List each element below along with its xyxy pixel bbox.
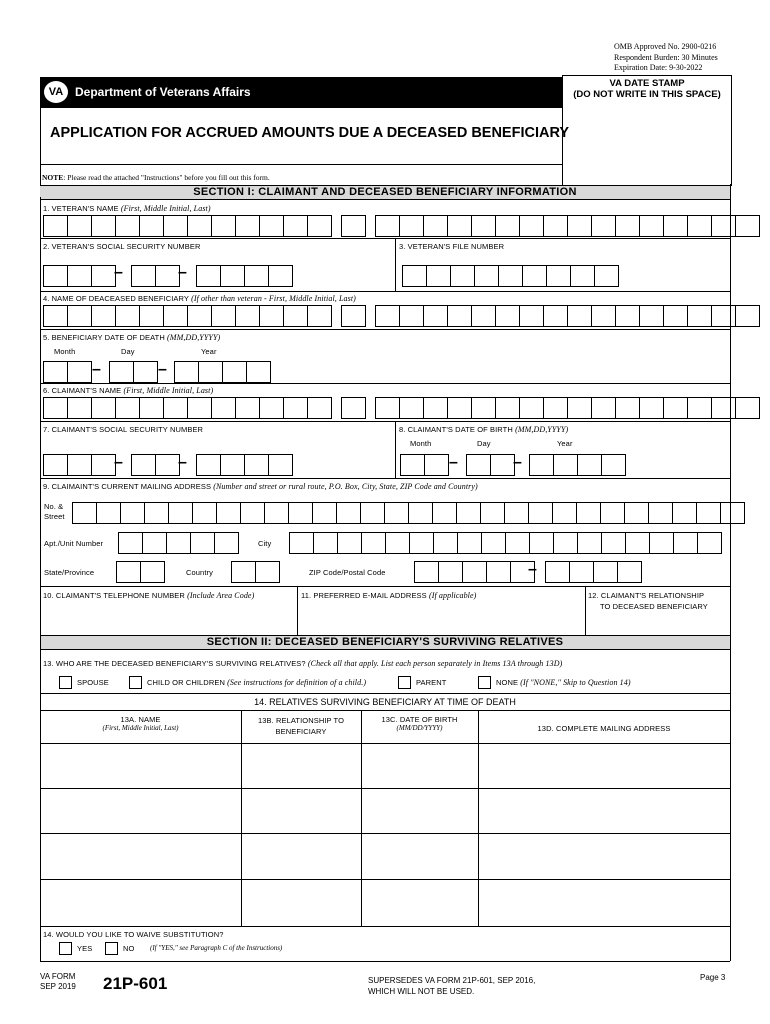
char-cell[interactable] bbox=[384, 502, 409, 524]
char-cell[interactable] bbox=[246, 361, 271, 383]
claimant-ssn-cells-2[interactable] bbox=[131, 454, 179, 476]
death-day-cells[interactable] bbox=[109, 361, 157, 383]
char-cell[interactable] bbox=[399, 305, 424, 327]
char-cell[interactable] bbox=[617, 561, 642, 583]
char-cell[interactable] bbox=[486, 561, 511, 583]
veteran-ssn-cells-2[interactable] bbox=[131, 265, 179, 287]
veteran-file-number-cells[interactable] bbox=[402, 265, 618, 287]
char-cell[interactable] bbox=[639, 215, 664, 237]
char-cell[interactable] bbox=[67, 361, 92, 383]
char-cell[interactable] bbox=[498, 265, 523, 287]
char-cell[interactable] bbox=[187, 305, 212, 327]
char-cell[interactable] bbox=[601, 532, 626, 554]
char-cell[interactable] bbox=[307, 397, 332, 419]
char-cell[interactable] bbox=[495, 397, 520, 419]
yes-label: YES bbox=[77, 944, 93, 953]
char-cell[interactable] bbox=[624, 502, 649, 524]
stamp-subtitle: (DO NOT WRITE IN THIS SPACE) bbox=[573, 89, 721, 100]
char-cell[interactable] bbox=[543, 397, 568, 419]
omb-block bbox=[614, 42, 718, 74]
char-cell[interactable] bbox=[673, 532, 698, 554]
char-cell[interactable] bbox=[399, 215, 424, 237]
char-cell[interactable] bbox=[545, 561, 570, 583]
char-cell[interactable] bbox=[519, 305, 544, 327]
char-cell[interactable] bbox=[166, 532, 191, 554]
char-cell[interactable] bbox=[67, 305, 92, 327]
char-cell[interactable] bbox=[283, 397, 308, 419]
char-cell[interactable] bbox=[663, 397, 688, 419]
char-cell[interactable] bbox=[720, 502, 745, 524]
char-cell[interactable] bbox=[139, 305, 164, 327]
char-cell[interactable] bbox=[240, 502, 265, 524]
char-cell[interactable] bbox=[336, 502, 361, 524]
char-cell[interactable] bbox=[244, 265, 269, 287]
char-cell[interactable] bbox=[115, 305, 140, 327]
char-cell[interactable] bbox=[423, 305, 448, 327]
char-cell[interactable] bbox=[187, 397, 212, 419]
va-logo: VA bbox=[44, 81, 68, 103]
char-cell[interactable] bbox=[211, 397, 236, 419]
relatives-table-title: 14. RELATIVES SURVIVING BENEFICIARY AT TIME OF DEATH bbox=[254, 697, 516, 707]
char-cell[interactable] bbox=[519, 215, 544, 237]
parent-label: PARENT bbox=[416, 678, 447, 687]
char-cell[interactable] bbox=[553, 454, 578, 476]
claimant-ssn-cells-1[interactable] bbox=[43, 454, 115, 476]
footer-page: Page 3 bbox=[700, 973, 726, 982]
char-cell[interactable] bbox=[543, 215, 568, 237]
char-cell[interactable] bbox=[504, 502, 529, 524]
char-cell[interactable] bbox=[307, 215, 332, 237]
char-cell[interactable] bbox=[174, 361, 199, 383]
char-cell[interactable] bbox=[91, 397, 116, 419]
char-cell[interactable] bbox=[313, 532, 338, 554]
city-cells[interactable] bbox=[289, 532, 721, 554]
char-cell[interactable] bbox=[43, 215, 68, 237]
char-cell[interactable] bbox=[663, 305, 688, 327]
f5-month: Month bbox=[54, 347, 76, 356]
zip-cells-1[interactable] bbox=[414, 561, 534, 583]
section-1-title: SECTION I: CLAIMANT AND DECEASED BENEFICIARY INFORMATION bbox=[40, 185, 730, 200]
f8-month: Month bbox=[410, 439, 432, 448]
char-cell[interactable] bbox=[438, 561, 463, 583]
char-cell[interactable] bbox=[288, 502, 313, 524]
f8-year: Year bbox=[557, 439, 573, 448]
char-cell[interactable] bbox=[495, 215, 520, 237]
char-cell[interactable] bbox=[139, 397, 164, 419]
char-cell[interactable] bbox=[639, 305, 664, 327]
field-1-label: 1. VETERAN'S NAME (First, Middle Initial, Last) bbox=[43, 204, 211, 213]
char-cell[interactable] bbox=[133, 361, 158, 383]
char-cell[interactable] bbox=[216, 502, 241, 524]
char-cell[interactable] bbox=[131, 265, 156, 287]
char-cell[interactable] bbox=[414, 561, 439, 583]
char-cell[interactable] bbox=[140, 561, 165, 583]
char-cell[interactable] bbox=[307, 305, 332, 327]
char-cell[interactable] bbox=[109, 361, 134, 383]
char-cell[interactable] bbox=[163, 397, 188, 419]
char-cell[interactable] bbox=[625, 532, 650, 554]
char-cell[interactable] bbox=[402, 265, 427, 287]
parent-checkbox[interactable] bbox=[398, 676, 411, 689]
claimant-name-cells[interactable] bbox=[43, 397, 759, 419]
footer-supersedes: SUPERSEDES VA FORM 21P-601, SEP 2016, WHICH WILL NOT BE USED. bbox=[368, 976, 536, 996]
street-cells[interactable] bbox=[72, 502, 744, 524]
char-cell[interactable] bbox=[255, 561, 280, 583]
char-cell[interactable] bbox=[471, 397, 496, 419]
yes-checkbox[interactable] bbox=[59, 942, 72, 955]
col-a-header: 13A. NAME (First, Middle Initial, Last) bbox=[102, 715, 179, 732]
char-cell[interactable] bbox=[190, 532, 215, 554]
char-cell[interactable] bbox=[553, 532, 578, 554]
va-date-stamp-box bbox=[562, 75, 732, 186]
char-cell[interactable] bbox=[447, 397, 472, 419]
stamp-title: VA DATE STAMP bbox=[609, 78, 685, 89]
char-cell[interactable] bbox=[577, 454, 602, 476]
q14-hint: (If "YES," see Paragraph C of the Instructions) bbox=[150, 944, 283, 952]
char-cell[interactable] bbox=[220, 454, 245, 476]
char-cell[interactable] bbox=[593, 561, 618, 583]
f5-day: Day bbox=[121, 347, 135, 356]
char-cell[interactable] bbox=[400, 454, 425, 476]
char-cell[interactable] bbox=[552, 502, 577, 524]
death-year-cells[interactable] bbox=[174, 361, 270, 383]
char-cell[interactable] bbox=[259, 215, 284, 237]
omb-expiration: Expiration Date: 9-30-2022 bbox=[614, 63, 703, 72]
char-cell[interactable] bbox=[361, 532, 386, 554]
char-cell[interactable] bbox=[522, 265, 547, 287]
form-title: APPLICATION FOR ACCRUED AMOUNTS DUE A DECEASED BENEFICIARY bbox=[50, 125, 570, 141]
char-cell[interactable] bbox=[457, 532, 482, 554]
char-cell[interactable] bbox=[187, 215, 212, 237]
char-cell[interactable] bbox=[567, 215, 592, 237]
char-cell[interactable] bbox=[222, 361, 247, 383]
char-cell[interactable] bbox=[235, 215, 260, 237]
char-cell[interactable] bbox=[615, 397, 640, 419]
char-cell[interactable] bbox=[462, 561, 487, 583]
char-cell[interactable] bbox=[447, 215, 472, 237]
country-cells[interactable] bbox=[231, 561, 279, 583]
char-cell[interactable] bbox=[268, 265, 293, 287]
char-cell[interactable] bbox=[696, 502, 721, 524]
section-2-title: SECTION II: DECEASED BENEFICIARY'S SURVIVING RELATIVES bbox=[40, 635, 730, 650]
spouse-label: SPOUSE bbox=[77, 678, 109, 687]
none-label: NONE (If "NONE," Skip to Question 14) bbox=[496, 678, 631, 687]
field-6-label: 6. CLAIMANT'S NAME (First, Middle Initial, Last) bbox=[43, 386, 214, 395]
field-8-label: 8. CLAIMANT'S DATE OF BIRTH (MM,DD,YYYY) bbox=[399, 425, 569, 434]
dob-day-cells[interactable] bbox=[466, 454, 514, 476]
field-12-label: 12. CLAIMANT'S RELATIONSHIP TO DECEASED BENEFICIARY bbox=[588, 591, 708, 611]
char-cell[interactable] bbox=[168, 502, 193, 524]
child-label: CHILD OR CHILDREN (See instructions for definition of a child.) bbox=[147, 678, 367, 687]
char-cell[interactable] bbox=[471, 305, 496, 327]
char-cell[interactable] bbox=[43, 397, 68, 419]
char-cell[interactable] bbox=[198, 361, 223, 383]
char-cell[interactable] bbox=[120, 502, 145, 524]
char-cell[interactable] bbox=[268, 454, 293, 476]
omb-number: OMB Approved No. 2900-0216 bbox=[614, 42, 717, 51]
veteran-ssn-cells-1[interactable] bbox=[43, 265, 115, 287]
char-cell[interactable] bbox=[529, 532, 554, 554]
char-cell[interactable] bbox=[424, 454, 449, 476]
char-cell[interactable] bbox=[490, 454, 515, 476]
char-cell[interactable] bbox=[91, 454, 116, 476]
state-cells[interactable] bbox=[116, 561, 164, 583]
char-cell[interactable] bbox=[591, 305, 616, 327]
char-cell[interactable] bbox=[163, 215, 188, 237]
char-cell[interactable] bbox=[192, 502, 217, 524]
char-cell[interactable] bbox=[649, 532, 674, 554]
char-cell[interactable] bbox=[375, 397, 400, 419]
char-cell[interactable] bbox=[139, 215, 164, 237]
char-cell[interactable] bbox=[687, 305, 712, 327]
char-cell[interactable] bbox=[264, 502, 289, 524]
field-7-label: 7. CLAIMANT'S SOCIAL SECURITY NUMBER bbox=[43, 425, 204, 434]
char-cell[interactable] bbox=[118, 532, 143, 554]
apt-cells[interactable] bbox=[118, 532, 238, 554]
field-4-label: 4. NAME OF DEACEASED BENEFICIARY (If other than veteran - First, Middle Initial, Last) bbox=[43, 294, 356, 303]
char-cell[interactable] bbox=[480, 502, 505, 524]
char-cell[interactable] bbox=[591, 397, 616, 419]
footer-form-id: VA FORM SEP 2019 bbox=[40, 972, 76, 991]
none-checkbox[interactable] bbox=[478, 676, 491, 689]
char-cell[interactable] bbox=[408, 502, 433, 524]
dob-year-cells[interactable] bbox=[529, 454, 625, 476]
char-cell[interactable] bbox=[211, 215, 236, 237]
veteran-ssn-cells-3[interactable] bbox=[196, 265, 292, 287]
claimant-ssn-cells-3[interactable] bbox=[196, 454, 292, 476]
col-b-header: 13B. RELATIONSHIP TO BENEFICIARY bbox=[257, 716, 345, 736]
char-cell[interactable] bbox=[67, 397, 92, 419]
char-cell[interactable] bbox=[735, 305, 760, 327]
char-cell[interactable] bbox=[72, 502, 97, 524]
char-cell[interactable] bbox=[67, 265, 92, 287]
char-cell[interactable] bbox=[409, 532, 434, 554]
child-checkbox[interactable] bbox=[129, 676, 142, 689]
street-label: No. & Street bbox=[44, 502, 65, 521]
char-cell[interactable] bbox=[672, 502, 697, 524]
char-cell[interactable] bbox=[711, 215, 736, 237]
char-cell[interactable] bbox=[312, 502, 337, 524]
char-cell[interactable] bbox=[529, 454, 554, 476]
char-cell[interactable] bbox=[115, 215, 140, 237]
char-cell[interactable] bbox=[211, 305, 236, 327]
char-cell[interactable] bbox=[259, 305, 284, 327]
char-cell[interactable] bbox=[423, 215, 448, 237]
dob-month-cells[interactable] bbox=[400, 454, 448, 476]
f5-year: Year bbox=[201, 347, 217, 356]
char-cell[interactable] bbox=[214, 532, 239, 554]
char-cell[interactable] bbox=[543, 305, 568, 327]
beneficiary-name-cells[interactable] bbox=[43, 305, 759, 327]
q14-label: 14. WOULD YOU LIKE TO WAIVE SUBSTITUTION? bbox=[43, 930, 224, 939]
char-cell[interactable] bbox=[67, 454, 92, 476]
char-cell[interactable] bbox=[600, 502, 625, 524]
char-cell[interactable] bbox=[96, 502, 121, 524]
char-cell[interactable] bbox=[639, 397, 664, 419]
state-label: State/Province bbox=[44, 568, 95, 577]
field-2-label: 2. VETERAN'S SOCIAL SECURITY NUMBER bbox=[43, 242, 201, 251]
char-cell[interactable] bbox=[569, 561, 594, 583]
char-cell[interactable] bbox=[283, 305, 308, 327]
char-cell[interactable] bbox=[341, 397, 366, 419]
char-cell[interactable] bbox=[450, 265, 475, 287]
city-label: City bbox=[258, 539, 272, 548]
char-cell[interactable] bbox=[570, 265, 595, 287]
char-cell[interactable] bbox=[423, 397, 448, 419]
char-cell[interactable] bbox=[567, 305, 592, 327]
char-cell[interactable] bbox=[594, 265, 619, 287]
char-cell[interactable] bbox=[546, 265, 571, 287]
char-cell[interactable] bbox=[426, 265, 451, 287]
char-cell[interactable] bbox=[711, 305, 736, 327]
char-cell[interactable] bbox=[341, 305, 366, 327]
char-cell[interactable] bbox=[474, 265, 499, 287]
char-cell[interactable] bbox=[43, 305, 68, 327]
q13-label: 13. WHO ARE THE DECEASED BENEFICIARY'S SURVIVING RELATIVES? (Check all that apply. List each person separately in Items 13A through 13D) bbox=[43, 659, 563, 668]
char-cell[interactable] bbox=[615, 215, 640, 237]
char-cell[interactable] bbox=[471, 215, 496, 237]
agency-name: Department of Veterans Affairs bbox=[75, 85, 251, 99]
zip-cells-2[interactable] bbox=[545, 561, 641, 583]
char-cell[interactable] bbox=[456, 502, 481, 524]
char-cell[interactable] bbox=[360, 502, 385, 524]
char-cell[interactable] bbox=[375, 305, 400, 327]
col-c-header: 13C. DATE OF BIRTH (MM/DD/YYYY) bbox=[381, 715, 458, 732]
char-cell[interactable] bbox=[259, 397, 284, 419]
char-cell[interactable] bbox=[399, 397, 424, 419]
char-cell[interactable] bbox=[235, 305, 260, 327]
char-cell[interactable] bbox=[231, 561, 256, 583]
country-label: Country bbox=[186, 568, 213, 577]
char-cell[interactable] bbox=[337, 532, 362, 554]
char-cell[interactable] bbox=[447, 305, 472, 327]
char-cell[interactable] bbox=[43, 361, 68, 383]
char-cell[interactable] bbox=[687, 215, 712, 237]
col-d-header: 13D. COMPLETE MAILING ADDRESS bbox=[537, 724, 671, 733]
char-cell[interactable] bbox=[528, 502, 553, 524]
char-cell[interactable] bbox=[495, 305, 520, 327]
char-cell[interactable] bbox=[43, 265, 68, 287]
char-cell[interactable] bbox=[67, 215, 92, 237]
char-cell[interactable] bbox=[91, 305, 116, 327]
char-cell[interactable] bbox=[43, 454, 68, 476]
zip-label: ZIP Code/Postal Code bbox=[309, 568, 386, 577]
char-cell[interactable] bbox=[144, 502, 169, 524]
no-checkbox[interactable] bbox=[105, 942, 118, 955]
spouse-checkbox[interactable] bbox=[59, 676, 72, 689]
field-9-label: 9. CLAIMAINT'S CURRENT MAILING ADDRESS (Number and street or rural route, P.O. Box, City, State, ZIP Code and Country) bbox=[43, 482, 478, 491]
char-cell[interactable] bbox=[577, 532, 602, 554]
no-label: NO bbox=[123, 944, 135, 953]
char-cell[interactable] bbox=[481, 532, 506, 554]
char-cell[interactable] bbox=[116, 561, 141, 583]
char-cell[interactable] bbox=[591, 215, 616, 237]
char-cell[interactable] bbox=[432, 502, 457, 524]
char-cell[interactable] bbox=[163, 305, 188, 327]
f8-day: Day bbox=[477, 439, 491, 448]
char-cell[interactable] bbox=[601, 454, 626, 476]
field-3-label: 3. VETERAN'S FILE NUMBER bbox=[399, 242, 505, 251]
char-cell[interactable] bbox=[341, 215, 366, 237]
char-cell[interactable] bbox=[155, 265, 180, 287]
char-cell[interactable] bbox=[375, 215, 400, 237]
char-cell[interactable] bbox=[155, 454, 180, 476]
char-cell[interactable] bbox=[615, 305, 640, 327]
relatives-table bbox=[40, 711, 730, 926]
char-cell[interactable] bbox=[735, 397, 760, 419]
char-cell[interactable] bbox=[505, 532, 530, 554]
char-cell[interactable] bbox=[91, 265, 116, 287]
char-cell[interactable] bbox=[235, 397, 260, 419]
apt-label: Apt./Unit Number bbox=[44, 539, 104, 548]
death-month-cells[interactable] bbox=[43, 361, 91, 383]
note: NOTE: Please read the attached "Instructions" before you fill out this form. bbox=[42, 173, 270, 182]
char-cell[interactable] bbox=[220, 265, 245, 287]
veteran-name-cells[interactable] bbox=[43, 215, 759, 237]
char-cell[interactable] bbox=[196, 265, 221, 287]
char-cell[interactable] bbox=[576, 502, 601, 524]
char-cell[interactable] bbox=[466, 454, 491, 476]
field-11-label: 11. PREFERRED E-MAIL ADDRESS (If applicable) bbox=[301, 591, 477, 600]
omb-burden: Respondent Burden: 30 Minutes bbox=[614, 52, 718, 62]
char-cell[interactable] bbox=[711, 397, 736, 419]
char-cell[interactable] bbox=[115, 397, 140, 419]
char-cell[interactable] bbox=[433, 532, 458, 554]
char-cell[interactable] bbox=[687, 397, 712, 419]
char-cell[interactable] bbox=[735, 215, 760, 237]
char-cell[interactable] bbox=[283, 215, 308, 237]
char-cell[interactable] bbox=[196, 454, 221, 476]
char-cell[interactable] bbox=[385, 532, 410, 554]
char-cell[interactable] bbox=[91, 215, 116, 237]
char-cell[interactable] bbox=[244, 454, 269, 476]
char-cell[interactable] bbox=[648, 502, 673, 524]
char-cell[interactable] bbox=[697, 532, 722, 554]
char-cell[interactable] bbox=[663, 215, 688, 237]
footer-form-number: 21P-601 bbox=[103, 974, 168, 993]
char-cell[interactable] bbox=[131, 454, 156, 476]
char-cell[interactable] bbox=[289, 532, 314, 554]
field-10-label: 10. CLAIMANT'S TELEPHONE NUMBER (Include Area Code) bbox=[43, 591, 255, 600]
char-cell[interactable] bbox=[142, 532, 167, 554]
header-bar bbox=[40, 77, 562, 107]
char-cell[interactable] bbox=[567, 397, 592, 419]
field-5-label: 5. BENEFICIARY DATE OF DEATH (MM,DD,YYYY) bbox=[43, 333, 221, 342]
char-cell[interactable] bbox=[519, 397, 544, 419]
